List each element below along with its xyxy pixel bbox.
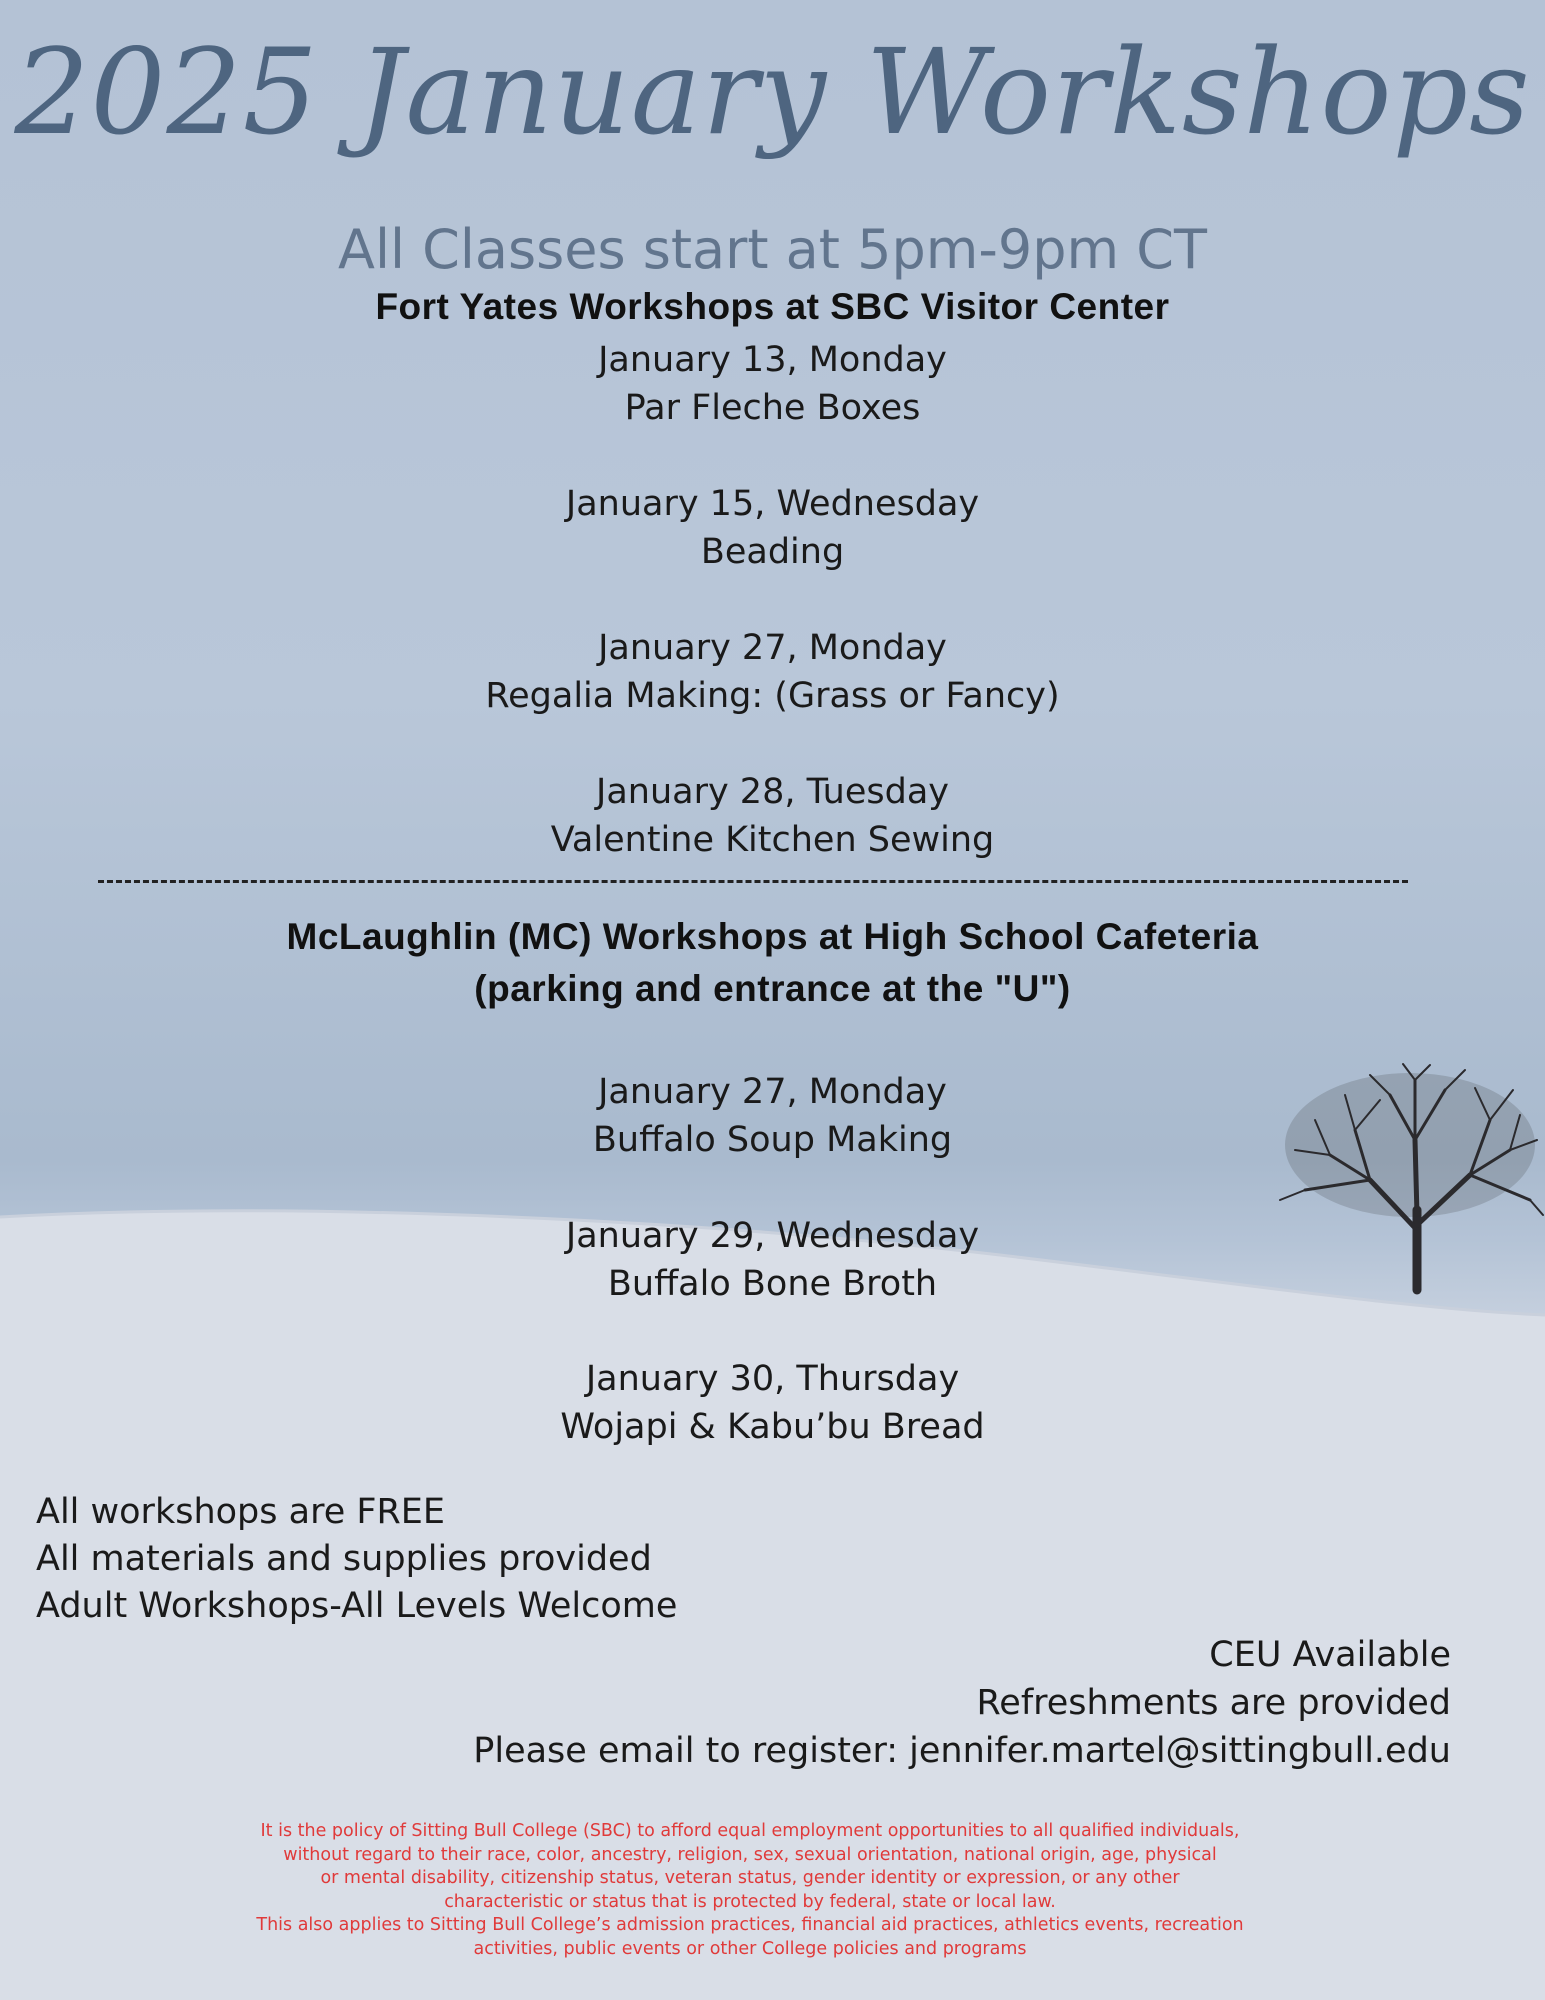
policy-line: without regard to their race, color, ancestry, religion, sex, sexual orientation, national origin, age, physical	[283, 1844, 1217, 1865]
event-name: Buffalo Soup Making	[592, 1120, 953, 1160]
equal-opportunity-policy	[0, 1820, 1500, 1961]
event-name: Par Fleche Boxes	[624, 388, 921, 428]
note-ceu: CEU Available	[1209, 1635, 1451, 1675]
event-date: January 27, Monday	[598, 1072, 947, 1112]
section-divider	[98, 880, 1408, 883]
mclaughlin-heading: McLaughlin (MC) Workshops at High School Cafeteria	[286, 916, 1259, 957]
policy-line: It is the policy of Sitting Bull College (SBC) to afford equal employment opportunities to all qualified individuals,	[260, 1821, 1240, 1841]
register-email: Please email to register: jennifer.martel@sittingbull.edu	[473, 1731, 1451, 1771]
fort-yates-heading: Fort Yates Workshops at SBC Visitor Center	[375, 286, 1170, 327]
mclaughlin-heading-line2: (parking and entrance at the "U")	[474, 968, 1071, 1009]
schedule-subtitle: All Classes start at 5pm-9pm CT	[338, 218, 1207, 281]
event-name: Regalia Making: (Grass or Fancy)	[485, 676, 1060, 716]
note-free: All workshops are FREE	[36, 1492, 446, 1532]
policy-line: This also applies to Sitting Bull College’s admission practices, financial aid practices, athletics events, recreation	[256, 1915, 1244, 1935]
page-title: 2025 January Workshops	[14, 23, 1531, 161]
event-date: January 28, Tuesday	[596, 772, 949, 812]
event-date: January 30, Thursday	[585, 1359, 960, 1399]
policy-line: activities, public events or other College policies and programs	[473, 1938, 1027, 1959]
note-refreshments: Refreshments are provided	[976, 1683, 1451, 1723]
event-date: January 27, Monday	[598, 628, 947, 668]
event-name: Wojapi & Kabu’bu Bread	[560, 1407, 985, 1447]
note-levels: Adult Workshops-All Levels Welcome	[36, 1586, 678, 1626]
policy-line: or mental disability, citizenship status, veteran status, gender identity or expression, or any other	[320, 1868, 1180, 1888]
event-date: January 15, Wednesday	[565, 484, 980, 524]
event-date: January 29, Wednesday	[565, 1216, 980, 1256]
event-date: January 13, Monday	[598, 340, 947, 380]
policy-line: characteristic or status that is protected by federal, state or local law.	[444, 1891, 1056, 1912]
event-name: Buffalo Bone Broth	[607, 1264, 938, 1304]
note-materials: All materials and supplies provided	[36, 1539, 652, 1579]
event-name: Valentine Kitchen Sewing	[550, 820, 995, 860]
event-name: Beading	[700, 532, 845, 572]
